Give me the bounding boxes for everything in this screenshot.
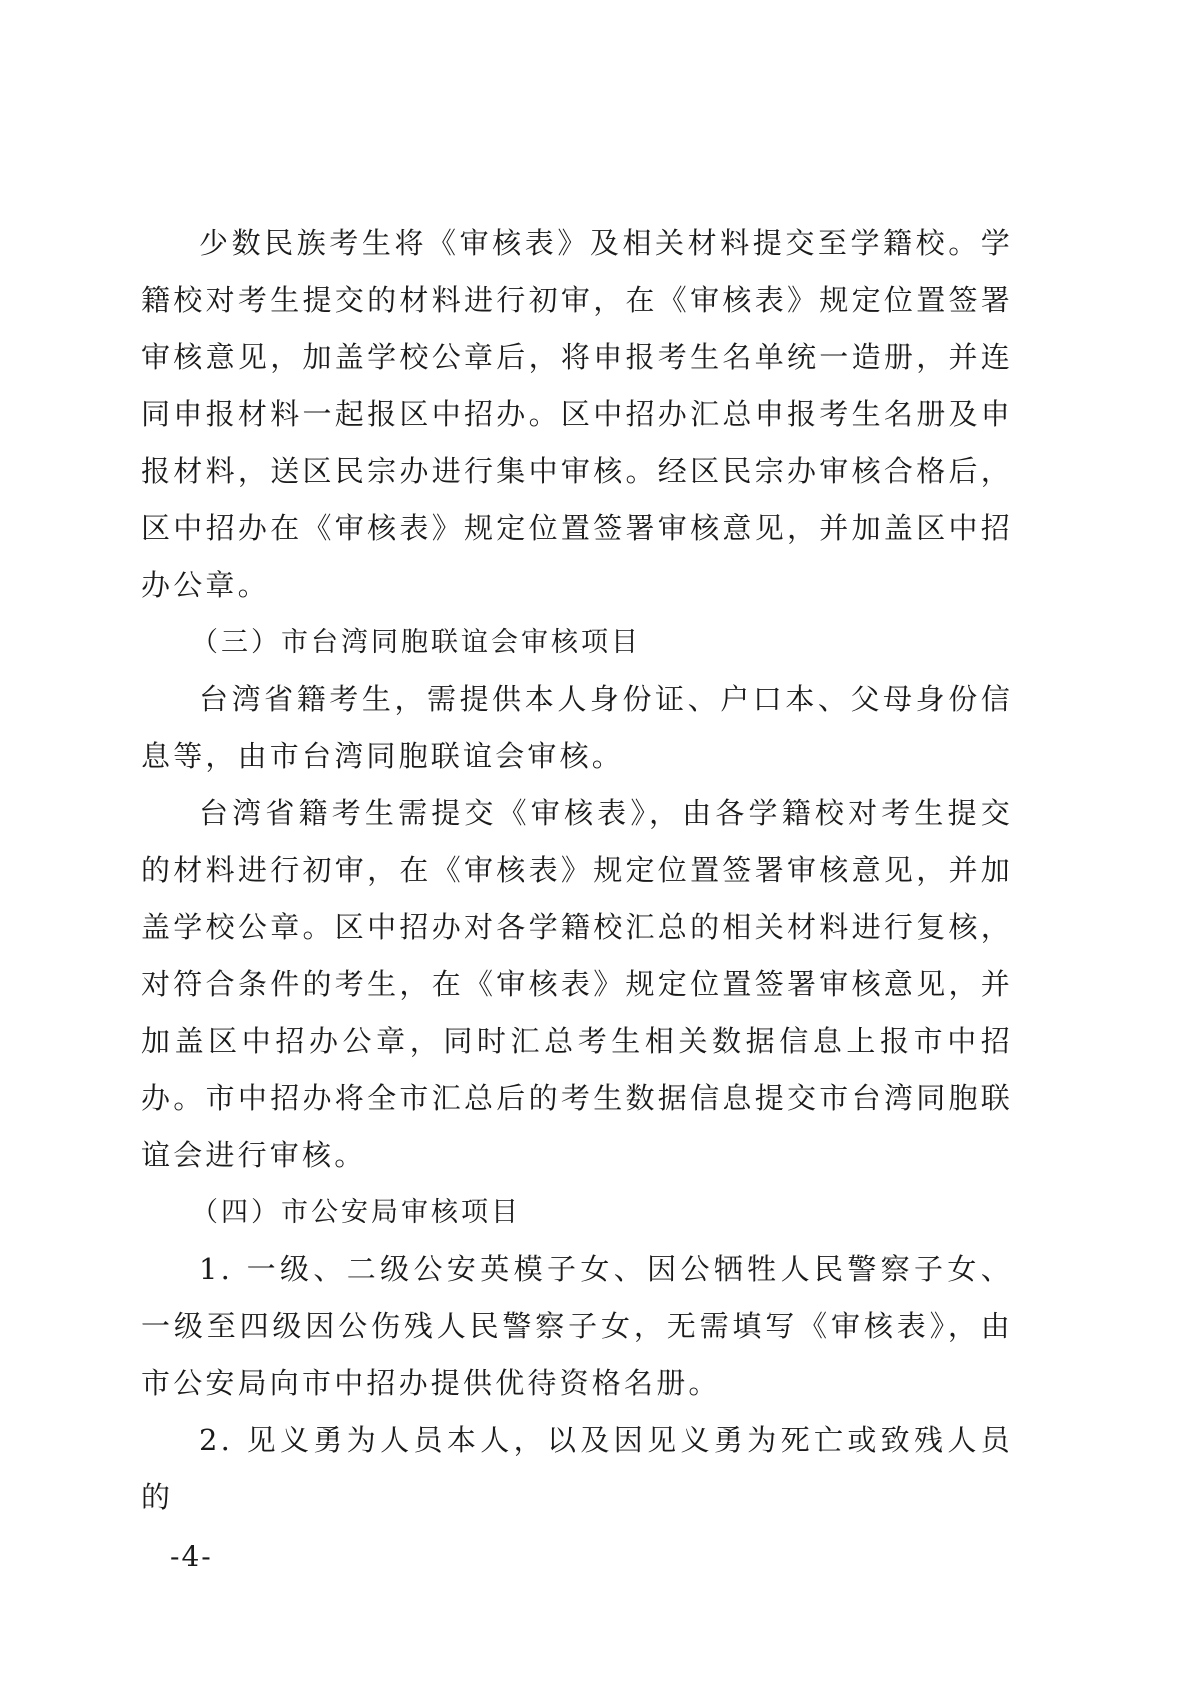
paragraph-minority-students: 少数民族考生将《审核表》及相关材料提交至学籍校。学籍校对考生提交的材料进行初审，在《审核表》规定位置签署审核意见，加盖学校公章后，将申报考生名单统一造册，并连同申报材料一起报区中招办。区中招办汇总申报考生名册及申报材料，送区民宗办进行集中审核。经区民宗办审核合格后，区中招办在《审核表》规定位置签署审核意见，并加盖区中招办公章。: [141, 226, 1013, 602]
document-body: [141, 215, 1013, 1526]
section-heading-public-security: （四）市公安局审核项目: [191, 1197, 521, 1228]
paragraph-brave-persons: 2. 见义勇为人员本人，以及因见义勇为死亡或致残人员的: [141, 1423, 1013, 1514]
section-heading-taiwan-association: （三）市台湾同胞联谊会审核项目: [191, 627, 641, 658]
paragraph-taiwan-review-process: 台湾省籍考生需提交《审核表》，由各学籍校对考生提交的材料进行初审，在《审核表》规定位置签署审核意见，并加盖学校公章。区中招办对各学籍校汇总的相关材料进行复核，对符合条件的考生，在《审核表》规定位置签署审核意见，并加盖区中招办公章，同时汇总考生相关数据信息上报市中招办。市中招办将全市汇总后的考生数据信息提交市台湾同胞联谊会进行审核。: [141, 796, 1013, 1172]
paragraph-police-children: 1. 一级、二级公安英模子女、因公牺牲人民警察子女、一级至四级因公伤残人民警察子女，无需填写《审核表》，由市公安局向市中招办提供优待资格名册。: [141, 1252, 1013, 1400]
page-number: -4-: [170, 1540, 213, 1573]
paragraph-taiwan-documents: 台湾省籍考生，需提供本人身份证、户口本、父母身份信息等，由市台湾同胞联谊会审核。: [141, 682, 1013, 773]
